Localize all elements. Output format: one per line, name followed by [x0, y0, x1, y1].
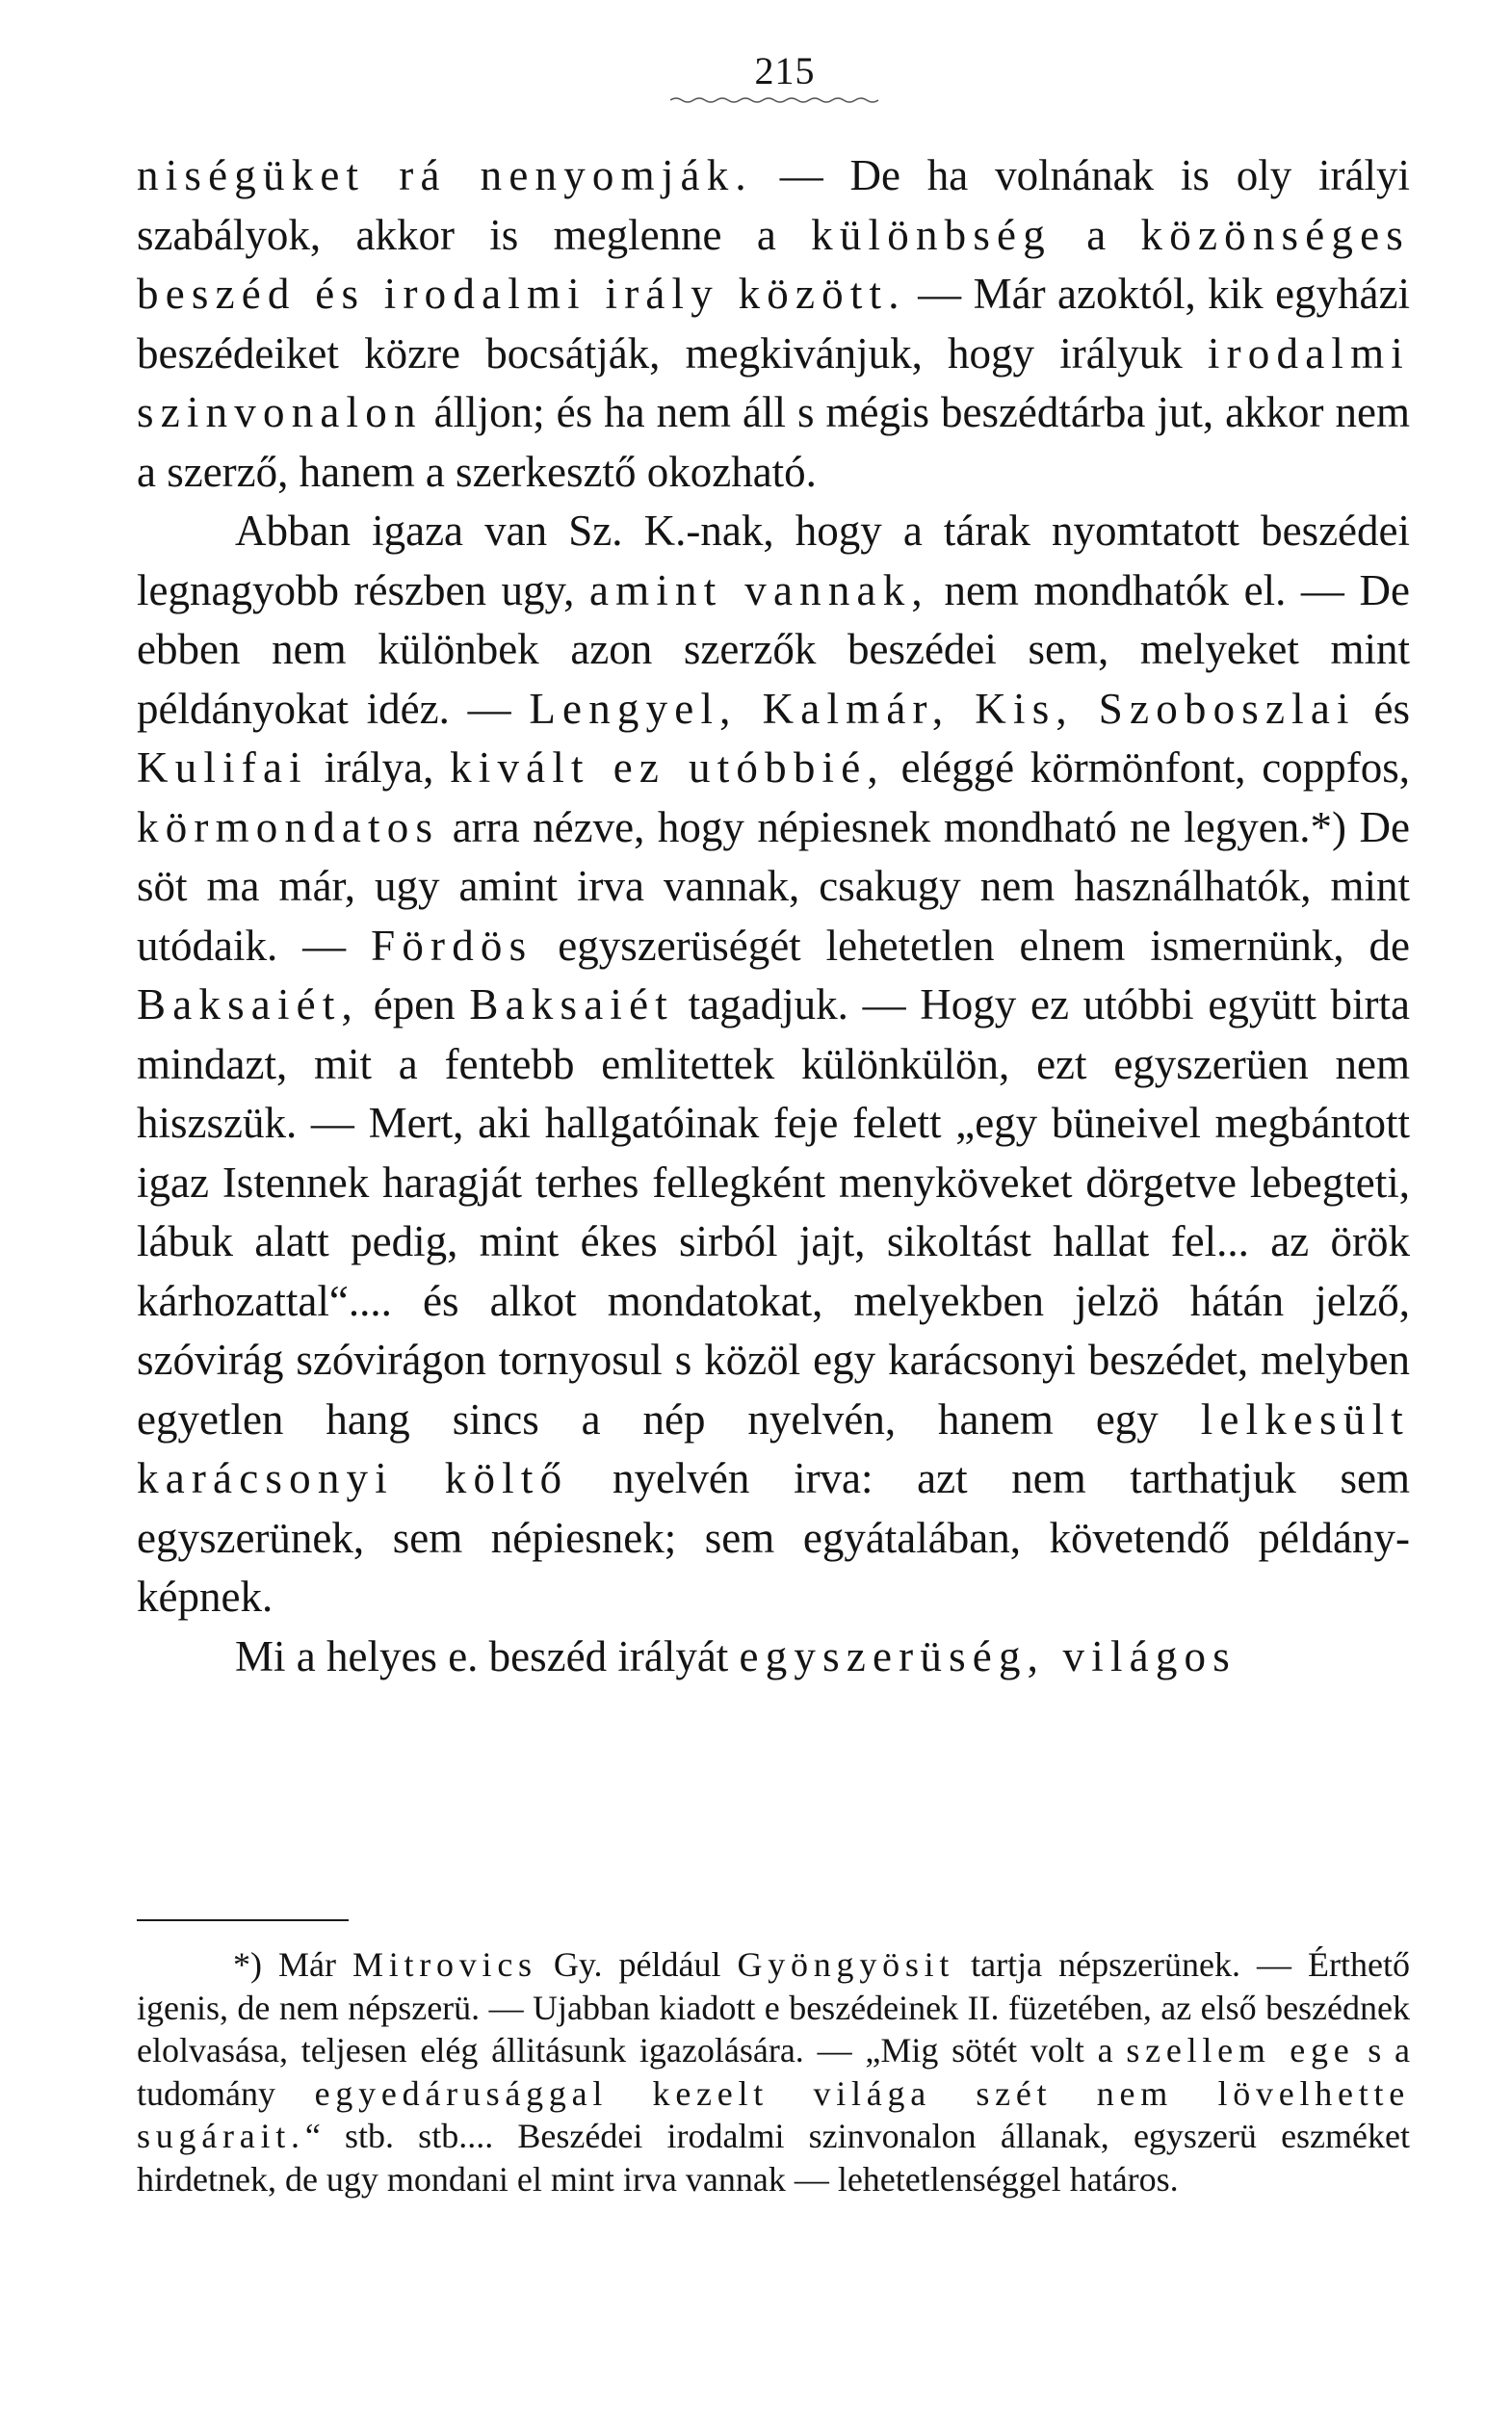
- footnote-paragraph: [137, 1943, 1410, 2200]
- spaced-text: irodalmi szinvonalon: [137, 328, 1410, 436]
- spaced-text: Baksaiét: [469, 980, 674, 1028]
- paragraph-1: [137, 146, 1410, 502]
- text-run: *) Már: [233, 1945, 352, 1984]
- text-run: Mi a helyes e. beszéd irályát: [235, 1631, 740, 1680]
- text-run: “ stb. stb.... Beszédei irodalmi szinvonalon állanak, egyszerü eszméket hirdetnek, de ugy mondani el mint irva vannak — lehetetlenséggel határos.: [137, 2117, 1410, 2199]
- text-run: egyszerüségét lehetetlen elnem ismernünk, de: [533, 921, 1410, 970]
- spaced-text: niségüket rá nenyomják.: [137, 151, 753, 199]
- text-run: a: [1051, 210, 1141, 259]
- spaced-text: Kulifai: [137, 743, 308, 792]
- spaced-text: egyedárusággal kezelt világa szét nem lövelhette sugárait.: [137, 2073, 1410, 2155]
- text-run: Gy. például: [536, 1945, 738, 1984]
- spaced-text: Gyöngyösit: [737, 1945, 955, 1984]
- spaced-text: közönséges beszéd és irodalmi irály között.: [137, 210, 1410, 318]
- text-run: arra nézve, hogy népiesnek mondható ne legyen.*) De söt ma már, ugy amint irva vannak, csakugy nem használhatók, mint utódaik. —: [137, 802, 1410, 970]
- text-run: eléggé körmönfont, coppfos,: [884, 743, 1410, 792]
- paragraph-3: [137, 1627, 1410, 1687]
- spaced-text: Lengyel, Kalmár, Kis, Szoboszlai: [529, 684, 1356, 733]
- text-run: álljon; és ha nem áll s mégis beszédtárba jut, akkor nem a szerző, hanem a szerkesztő okozható.: [137, 388, 1410, 496]
- text-run: és: [1355, 684, 1410, 733]
- text-run: Abban igaza van Sz. K.-nak, hogy a tárak nyomtatott beszédei legnagyobb részben ugy,: [137, 507, 1410, 614]
- spaced-text: Baksaiét,: [137, 980, 360, 1028]
- main-text: [137, 146, 1410, 1686]
- text-run: tagadjuk. — Hogy ez utóbbi együtt birta mindazt, mit a fentebb emlitettek különkülön, ezt egyszerüen nem hiszszük. — Mert, aki hallgatóinak feje felett „egy büneivel megbántott igaz Istennek haragját terhes fellegként menyköveket dörgetve lebegteti, lábuk alatt pedig, mint ékes sirból jajt, sikoltást hallat fel... az örök kárhozattal“.... és alkot mondatokat, melyekben jelzö hátán jelző, szóvirág szóvirágon tornyosul s közöl egy karácsonyi beszédet, melyben egyetlen hang sincs a nép nyelvén, hanem egy: [137, 980, 1411, 1444]
- spaced-text: kivált ez utóbbié,: [450, 743, 885, 792]
- text-run: — De ha volnának is oly irályi szabályok, akkor is meglenne a: [137, 151, 1410, 259]
- text-run: — Már azoktól, kik egyházi beszédeiket közre bocsátják, megkivánjuk, hogy irályuk: [137, 270, 1410, 377]
- spaced-text: különbség: [811, 210, 1052, 259]
- text-run: nem mondhatók el. — De ebben nem különbek azon szerzők beszédei sem, melyeket mint példányokat idéz. —: [137, 565, 1410, 733]
- spaced-text: Mitrovics: [352, 1945, 537, 1984]
- page-number-ornament: [670, 96, 882, 104]
- paragraph-2: [137, 502, 1410, 1627]
- spaced-text: egyszerüség, világos: [739, 1631, 1237, 1680]
- text-run: nyelvén irva: azt nem tarthatjuk sem egyszerünek, sem népiesnek; sem egyátalában, követendő példány-képnek.: [137, 1454, 1411, 1621]
- page-number: 215: [754, 49, 816, 92]
- spaced-text: amint vannak,: [588, 565, 929, 614]
- text-run: épen: [359, 980, 470, 1028]
- spaced-text: Fördös: [371, 921, 534, 970]
- spaced-text: lelkesült karácsonyi költő: [137, 1394, 1410, 1502]
- text-run: irálya,: [307, 743, 451, 792]
- spaced-text: szellem ege: [1126, 2031, 1355, 2070]
- text-run: s a tudomány: [137, 2031, 1410, 2113]
- spaced-text: körmondatos: [137, 802, 440, 851]
- footnote: [137, 1943, 1410, 2200]
- text-run: tartja népszerünek. — Érthető igenis, de nem népszerü. — Ujabban kiadott e beszédeinek II. füzetében, az első beszédnek elolvasása, teljesen elég állitásunk igazolására. — „Mig sötét volt a: [137, 1945, 1411, 2070]
- footnote-divider: [137, 1919, 349, 1921]
